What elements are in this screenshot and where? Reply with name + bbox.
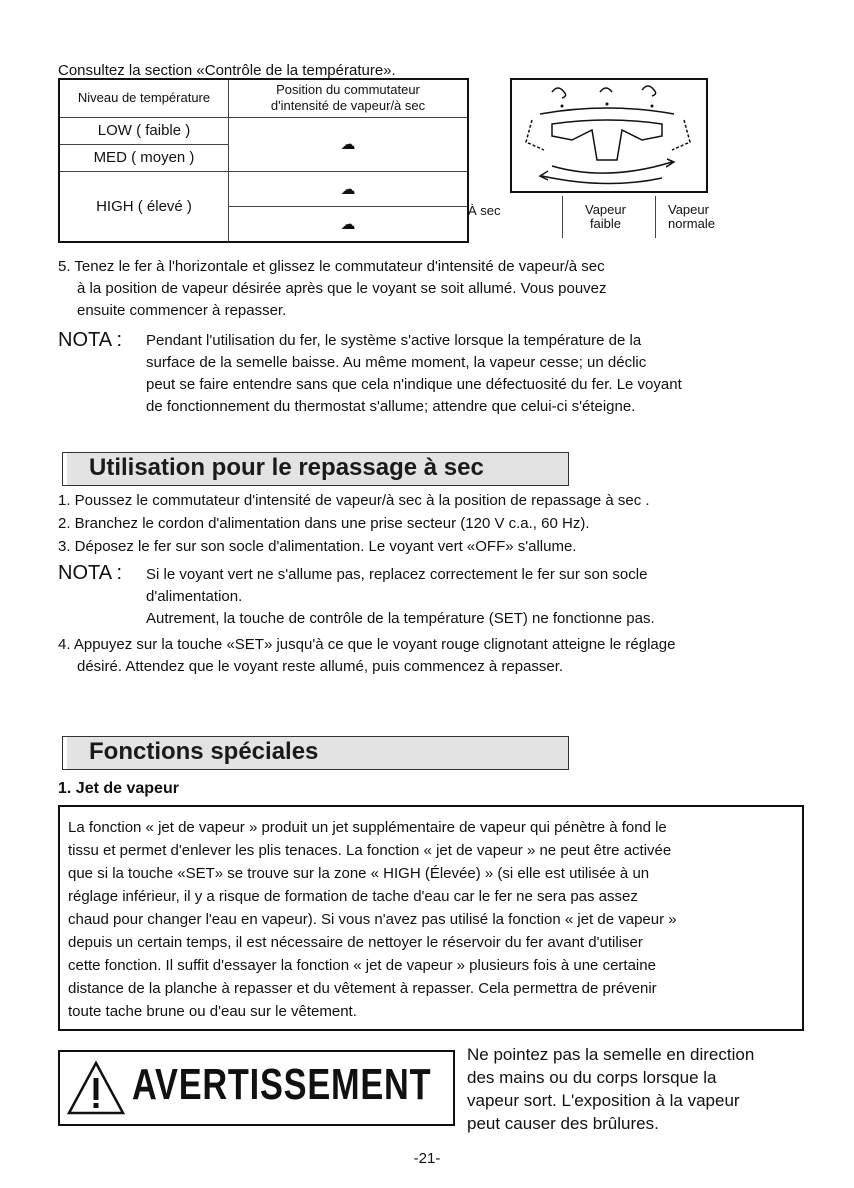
switch-illustration xyxy=(512,80,706,191)
label-line: Vapeur xyxy=(668,202,709,217)
nota-text: Autrement, la touche de contrôle de la température (SET) ne fonctionne pas. xyxy=(146,610,655,627)
header-temp-level: Niveau de température xyxy=(59,79,229,117)
warning-text xyxy=(467,1043,754,1135)
box-line: La fonction « jet de vapeur » produit un jet supplémentaire de vapeur qui pénètre à fond le xyxy=(68,819,667,836)
box-line: réglage inférieur, il y a risque de formation de tache d'eau car le fer ne sera pas assez xyxy=(68,888,638,905)
subtitle-steam-burst: 1. Jet de vapeur xyxy=(58,780,179,797)
warning-line: peut causer des brûlures. xyxy=(467,1114,659,1133)
warning-line: Ne pointez pas la semelle en direction xyxy=(467,1045,755,1064)
steam-max-icon: ☁︎ xyxy=(229,207,469,242)
box-line: depuis un certain temps, il est nécessaire de nettoyer le réservoir du fer avant d'utiliser xyxy=(68,934,643,951)
box-line: toute tache brune ou d'eau sur le vêtement. xyxy=(68,1003,357,1020)
step-5: ensuite commencer à repasser. xyxy=(77,302,287,319)
box-line: distance de la planche à repasser et du vêtement à repasser. Cela permettra de prévenir xyxy=(68,980,657,997)
steam-icon: ☁ xyxy=(229,117,469,171)
label-dry: À sec xyxy=(468,203,501,218)
row-low: LOW ( faible ) xyxy=(59,117,229,144)
box-line: cette fonction. Il suffit d'essayer la fonction « jet de vapeur » plusieurs fois à une certaine xyxy=(68,957,656,974)
header-line: d'intensité de vapeur/à sec xyxy=(270,98,426,114)
label-normal-steam xyxy=(668,203,715,231)
nota-text: peut se faire entendre sans que cela n'indique une défectuosité du fer. Le voyant xyxy=(146,376,682,393)
label-line: Vapeur xyxy=(585,202,626,217)
warning-label: AVERTISSEMENT xyxy=(132,1060,432,1109)
divider xyxy=(655,196,656,238)
page-number: -21- xyxy=(413,1150,441,1167)
label-line: faible xyxy=(589,216,622,231)
label-line: normale xyxy=(668,216,715,231)
warning-line: vapeur sort. L'exposition à la vapeur xyxy=(467,1091,740,1110)
switch-diagram xyxy=(510,78,708,193)
box-line: chaud pour changer l'eau en vapeur). Si vous n'avez pas utilisé la fonction « jet de vapeur » xyxy=(68,911,677,928)
section-title: Fonctions spéciales xyxy=(89,738,319,765)
section-title: Utilisation pour le repassage à sec xyxy=(89,454,484,481)
nota-text: d'alimentation. xyxy=(146,588,243,605)
step-4: 4. Appuyez sur la touche «SET» jusqu'à ce que le voyant rouge clignotant atteigne le réglage xyxy=(58,636,676,653)
row-high: HIGH ( élevé ) xyxy=(59,172,229,242)
header-line: Position du commutateur xyxy=(276,82,420,98)
warning-triangle-icon xyxy=(66,1060,126,1116)
temperature-table xyxy=(58,78,469,243)
steam-icon: ☁ xyxy=(229,172,469,207)
box-line: que si la touche «SET» se trouve sur la zone « HIGH (Élevée) » (si elle est utilisée à un xyxy=(68,865,650,882)
row-med: MED ( moyen ) xyxy=(59,144,229,171)
nota-label: NOTA : xyxy=(58,562,123,584)
warning-box xyxy=(58,1050,455,1126)
nota-text: Si le voyant vert ne s'allume pas, replacez correctement le fer sur son socle xyxy=(146,566,648,583)
intro-text: Consultez la section «Contrôle de la température». xyxy=(58,62,396,79)
section-header-dry-ironing xyxy=(62,452,569,486)
divider xyxy=(562,196,563,238)
box-line: tissu et permet d'enlever les plis tenaces. La fonction « jet de vapeur » ne peut être activée xyxy=(68,842,672,859)
nota-text: surface de la semelle baisse. Au même moment, la vapeur cesse; un déclic xyxy=(146,354,647,371)
step-3: 3. Déposez le fer sur son socle d'alimentation. Le voyant vert «OFF» s'allume. xyxy=(58,538,577,555)
nota-text: de fonctionnement du thermostat s'allume; attendre que celui-ci s'éteigne. xyxy=(146,398,636,415)
section-header-special-functions xyxy=(62,736,569,770)
step-1: 1. Poussez le commutateur d'intensité de vapeur/à sec à la position de repassage à sec . xyxy=(58,492,650,509)
nota-text: Pendant l'utilisation du fer, le système s'active lorsque la température de la xyxy=(146,332,642,349)
label-low-steam xyxy=(585,203,626,231)
step-5: 5. Tenez le fer à l'horizontale et glissez le commutateur d'intensité de vapeur/à sec xyxy=(58,258,605,275)
step-4: désiré. Attendez que le voyant reste allumé, puis commencez à repasser. xyxy=(77,658,564,675)
nota-label: NOTA : xyxy=(58,329,123,351)
warning-line: des mains ou du corps lorsque la xyxy=(467,1068,717,1087)
steam-burst-box xyxy=(58,805,804,1031)
header-switch-position xyxy=(229,79,469,117)
step-5: à la position de vapeur désirée après que le voyant se soit allumé. Vous pouvez xyxy=(77,280,607,297)
step-2: 2. Branchez le cordon d'alimentation dans une prise secteur (120 V c.a., 60 Hz). xyxy=(58,515,590,532)
